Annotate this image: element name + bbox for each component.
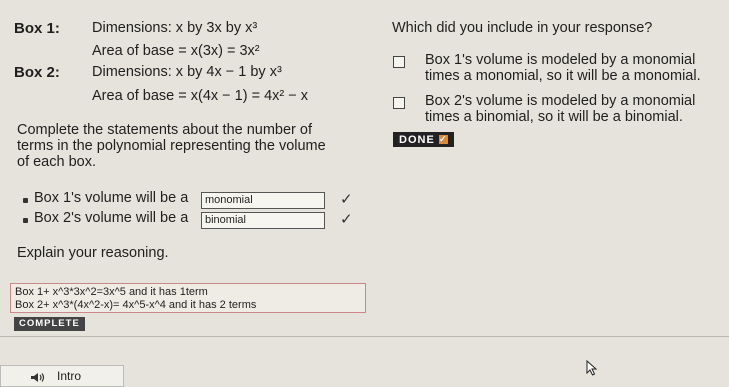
prompt-line-1: Complete the statements about the number of xyxy=(17,122,313,138)
option-2-checkbox[interactable] xyxy=(393,97,405,109)
mouse-cursor-icon xyxy=(586,360,598,376)
reasoning-textarea[interactable] xyxy=(10,283,366,313)
correct-check-icon: ✓ xyxy=(340,211,353,228)
option-1-checkbox[interactable] xyxy=(393,56,405,68)
box2-base-area: Area of base = x(4x − 1) = 4x² − x xyxy=(92,88,308,104)
box1-dimensions: Dimensions: x by 3x by x³ xyxy=(92,20,258,36)
box1-base-area: Area of base = x(3x) = 3x² xyxy=(92,43,260,59)
box1-label: Box 1: xyxy=(14,20,60,37)
done-button[interactable] xyxy=(393,132,454,147)
complete-button[interactable]: COMPLETE xyxy=(14,317,85,331)
box2-dimensions: Dimensions: x by 4x − 1 by x³ xyxy=(92,64,282,80)
intro-audio-button[interactable] xyxy=(0,365,124,387)
reasoning-line-2: Box 2+ x^3*(4x^2-x)= 4x^5-x^4 and it has 2 terms xyxy=(15,299,257,311)
done-label: DONE xyxy=(399,133,435,146)
answer-field-2[interactable]: binomial xyxy=(201,212,325,229)
option-1-line-2: times a monomial, so it will be a monomial. xyxy=(425,68,701,84)
option-1-line-1: Box 1's volume is modeled by a monomial xyxy=(425,52,696,68)
explain-prompt: Explain your reasoning. xyxy=(17,245,169,261)
check-icon: ✓ xyxy=(439,134,448,144)
intro-label: Intro xyxy=(57,369,82,383)
correct-check-icon: ✓ xyxy=(340,191,353,208)
option-2-line-2: times a binomial, so it will be a binomial. xyxy=(425,109,683,125)
statement-2: Box 2's volume will be a xyxy=(34,210,189,226)
answer-field-1[interactable]: monomial xyxy=(201,192,325,209)
bullet-1 xyxy=(23,198,28,203)
prompt-line-2: terms in the polynomial representing the volume xyxy=(17,138,326,154)
reasoning-line-1: Box 1+ x^3*3x^2=3x^5 and it has 1term xyxy=(15,286,208,298)
divider xyxy=(0,336,729,337)
option-2-line-1: Box 2's volume is modeled by a monomial xyxy=(425,93,696,109)
statement-1: Box 1's volume will be a xyxy=(34,190,189,206)
rubric-question: Which did you include in your response? xyxy=(392,20,653,36)
bullet-2 xyxy=(23,218,28,223)
box2-label: Box 2: xyxy=(14,64,60,81)
speaker-icon xyxy=(30,372,46,383)
prompt-line-3: of each box. xyxy=(17,154,96,170)
